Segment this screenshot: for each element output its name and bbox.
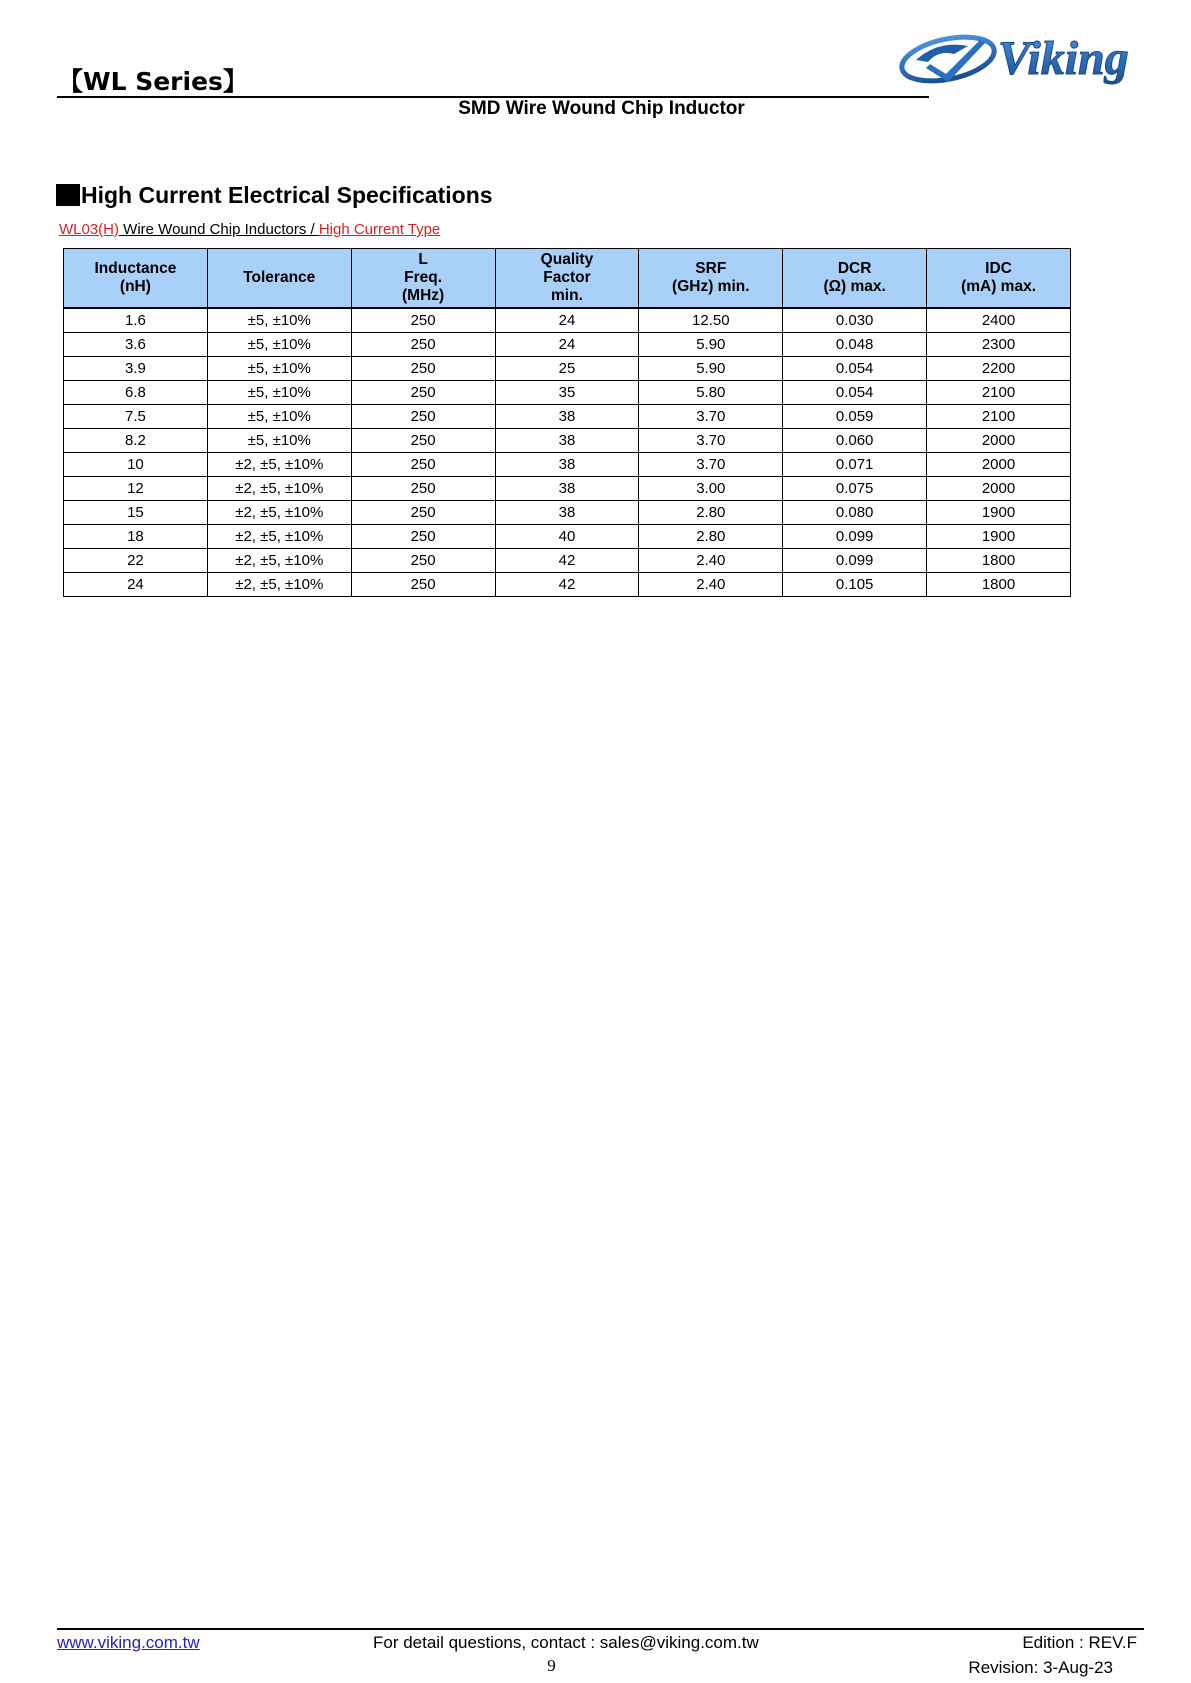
table-header-row	[64, 249, 1071, 309]
column-header	[783, 249, 927, 309]
table-cell: 2000	[927, 429, 1071, 453]
table-cell: 0.048	[783, 333, 927, 357]
table-cell: 0.071	[783, 453, 927, 477]
table-cell: 250	[351, 357, 495, 381]
table-cell: 8.2	[64, 429, 208, 453]
section-title: High Current Electrical Specifications	[81, 182, 493, 208]
table-cell: 0.059	[783, 405, 927, 429]
column-header	[927, 249, 1071, 309]
table-cell: 22	[64, 549, 208, 573]
table-cell: ±2, ±5, ±10%	[207, 477, 351, 501]
table-row	[64, 429, 1071, 453]
table-cell: 5.90	[639, 333, 783, 357]
table-cell: 7.5	[64, 405, 208, 429]
table-body	[64, 308, 1071, 597]
column-header	[207, 249, 351, 309]
table-cell: 3.70	[639, 429, 783, 453]
spec-table	[63, 248, 1071, 597]
table-cell: 5.90	[639, 357, 783, 381]
table-cell: 250	[351, 381, 495, 405]
page-number: 9	[547, 1656, 556, 1675]
table-cell: 15	[64, 501, 208, 525]
column-header-line: (GHz) min.	[672, 278, 750, 295]
table-row	[64, 333, 1071, 357]
table-cell: 2300	[927, 333, 1071, 357]
table-cell: ±2, ±5, ±10%	[207, 549, 351, 573]
column-header-line: IDC	[985, 260, 1012, 277]
table-cell: ±5, ±10%	[207, 381, 351, 405]
svg-text:Viking: Viking	[998, 32, 1129, 85]
table-cell: ±5, ±10%	[207, 308, 351, 333]
table-cell: ±5, ±10%	[207, 405, 351, 429]
table-cell: 24	[495, 308, 639, 333]
viking-logo	[898, 26, 1176, 88]
table-row	[64, 573, 1071, 597]
column-header-line: min.	[551, 287, 583, 304]
table-cell: 42	[495, 573, 639, 597]
table-cell: 250	[351, 453, 495, 477]
table-cell: 250	[351, 477, 495, 501]
table-cell: 12	[64, 477, 208, 501]
table-cell: 250	[351, 525, 495, 549]
table-cell: ±2, ±5, ±10%	[207, 501, 351, 525]
table-cell: 2.40	[639, 549, 783, 573]
table-cell: 2400	[927, 308, 1071, 333]
series-title: 【WL Series】	[58, 67, 248, 96]
model-code: WL03(H)	[59, 221, 120, 238]
product-description: Wire Wound Chip Inductors /	[119, 221, 319, 238]
column-header-line: (MHz)	[402, 287, 445, 304]
table-cell: 2000	[927, 477, 1071, 501]
table-row	[64, 405, 1071, 429]
table-cell: 6.8	[64, 381, 208, 405]
product-type: High Current Type	[318, 221, 441, 238]
table-row	[64, 525, 1071, 549]
table-cell: 2100	[927, 405, 1071, 429]
table-cell: 1.6	[64, 308, 208, 333]
column-header-line: Freq.	[404, 269, 443, 286]
table-cell: 0.054	[783, 381, 927, 405]
table-cell: 0.099	[783, 549, 927, 573]
column-header-line: (mA) max.	[961, 278, 1036, 295]
table-cell: ±5, ±10%	[207, 429, 351, 453]
column-header-line: Factor	[543, 269, 591, 286]
footer-rule	[57, 1628, 1144, 1630]
table-cell: 2000	[927, 453, 1071, 477]
column-header	[495, 249, 639, 309]
contact-text: For detail questions, contact : sales@viking.com.tw	[373, 1633, 759, 1652]
section-heading	[56, 182, 493, 209]
edition-text: Edition : REV.F	[1022, 1633, 1137, 1652]
table-cell: 2100	[927, 381, 1071, 405]
table-cell: 35	[495, 381, 639, 405]
table-cell: 38	[495, 477, 639, 501]
table-cell: 18	[64, 525, 208, 549]
table-cell: 40	[495, 525, 639, 549]
table-cell: ±2, ±5, ±10%	[207, 453, 351, 477]
table-cell: 12.50	[639, 308, 783, 333]
table-cell: 38	[495, 429, 639, 453]
table-cell: 38	[495, 453, 639, 477]
column-header	[351, 249, 495, 309]
table-cell: 3.9	[64, 357, 208, 381]
table-cell: 1800	[927, 573, 1071, 597]
table-cell: 3.70	[639, 453, 783, 477]
table-row	[64, 357, 1071, 381]
table-cell: 250	[351, 308, 495, 333]
table-row	[64, 381, 1071, 405]
column-header	[639, 249, 783, 309]
table-cell: ±5, ±10%	[207, 357, 351, 381]
viking-logo-icon	[898, 26, 1176, 88]
column-header-line: Tolerance	[243, 269, 316, 286]
table-cell: 250	[351, 405, 495, 429]
column-header-line: (nH)	[119, 278, 151, 295]
table-cell: 24	[495, 333, 639, 357]
table-cell: 3.70	[639, 405, 783, 429]
product-type-line	[59, 221, 440, 238]
table-row	[64, 308, 1071, 333]
table-cell: 10	[64, 453, 208, 477]
table-cell: 0.030	[783, 308, 927, 333]
table-cell: 1900	[927, 525, 1071, 549]
column-header	[64, 249, 208, 309]
table-cell: ±5, ±10%	[207, 333, 351, 357]
table-cell: 2200	[927, 357, 1071, 381]
table-cell: 0.060	[783, 429, 927, 453]
column-header-line: (Ω) max.	[823, 278, 886, 295]
website-link[interactable]: www.viking.com.tw	[57, 1633, 200, 1652]
table-cell: 3.00	[639, 477, 783, 501]
square-bullet-icon	[56, 184, 80, 206]
column-header-line: Inductance	[94, 260, 177, 277]
revision-text: Revision: 3-Aug-23	[968, 1658, 1113, 1677]
table-cell: ±2, ±5, ±10%	[207, 573, 351, 597]
table-cell: 24	[64, 573, 208, 597]
table-row	[64, 501, 1071, 525]
column-header-line: SRF	[695, 260, 727, 277]
table-row	[64, 453, 1071, 477]
table-cell: 38	[495, 501, 639, 525]
table-cell: 0.099	[783, 525, 927, 549]
table-cell: 0.075	[783, 477, 927, 501]
column-header-line: Quality	[540, 251, 594, 268]
table-cell: 2.80	[639, 501, 783, 525]
table-cell: 3.6	[64, 333, 208, 357]
table-cell: 250	[351, 501, 495, 525]
table-cell: 0.054	[783, 357, 927, 381]
table-cell: 250	[351, 573, 495, 597]
table-cell: 2.40	[639, 573, 783, 597]
column-header-line: L	[418, 251, 428, 268]
table-row	[64, 477, 1071, 501]
page-subtitle: SMD Wire Wound Chip Inductor	[458, 98, 745, 119]
table-cell: 2.80	[639, 525, 783, 549]
table-row	[64, 549, 1071, 573]
table-cell: 250	[351, 549, 495, 573]
table-cell: 0.105	[783, 573, 927, 597]
table-cell: 1800	[927, 549, 1071, 573]
table-cell: 1900	[927, 501, 1071, 525]
table-cell: ±2, ±5, ±10%	[207, 525, 351, 549]
table-cell: 5.80	[639, 381, 783, 405]
table-cell: 250	[351, 333, 495, 357]
table-cell: 0.080	[783, 501, 927, 525]
table-cell: 25	[495, 357, 639, 381]
table-cell: 250	[351, 429, 495, 453]
column-header-line: DCR	[837, 260, 872, 277]
table-cell: 42	[495, 549, 639, 573]
table-cell: 38	[495, 405, 639, 429]
